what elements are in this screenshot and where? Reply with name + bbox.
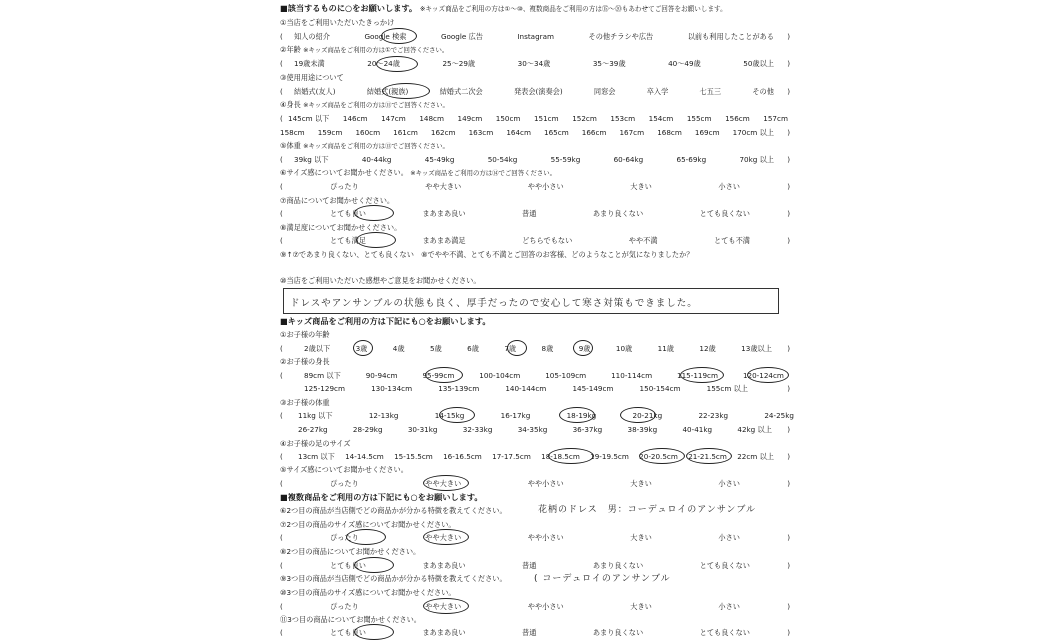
paren-open: ( [534, 574, 539, 584]
section-header-multiple: ■複数商品をご利用の方は下記にも○をお願いします。 [280, 492, 483, 502]
question-age [280, 45, 448, 55]
option-item[interactable]: 2歳以下 [304, 344, 331, 353]
option-item[interactable]: 12-13kg [368, 411, 399, 420]
option-item[interactable]: 90-94cm [365, 371, 398, 380]
option-item[interactable]: ぴったり [330, 182, 359, 191]
question-child-fit: ⑤サイズ感についてお聞かせください。 [280, 465, 408, 474]
option-item[interactable]: どちらでもない [522, 236, 573, 245]
hand-circle-mark [439, 407, 475, 423]
option-item[interactable]: 普通 [522, 561, 537, 570]
question-label: ④身長 [280, 100, 301, 109]
option-item[interactable]: 65-69kg [676, 155, 707, 164]
hand-circle-mark [381, 28, 417, 44]
paren-open: ( [280, 479, 283, 488]
option-item[interactable]: 38-39kg [627, 425, 658, 434]
option-item[interactable]: 164cm [506, 128, 531, 137]
question-concerns: ⑨↑⑦であまり良くない、とても良くない ⑧でやや不満、とても不満とご回答のお客様、どのようなことが気になりましたか？ [280, 250, 694, 259]
option-item[interactable]: 小さい [718, 533, 740, 542]
option-item[interactable]: やや小さい [527, 182, 564, 191]
option-item[interactable]: 167cm [619, 128, 645, 137]
option-item[interactable]: ぴったり [330, 602, 359, 611]
option-list [304, 384, 748, 394]
paren-close: ) [787, 452, 790, 461]
option-list [330, 602, 740, 612]
option-list [330, 479, 740, 489]
paren-close: ) [787, 602, 790, 611]
hand-circle-mark [353, 340, 373, 356]
option-item[interactable]: 以前も利用したことがある [687, 32, 774, 41]
option-item[interactable]: とても良くない [699, 561, 750, 570]
option-list [330, 533, 740, 543]
option-item[interactable]: 145-149cm [572, 384, 614, 393]
option-item[interactable]: 20-20.5cm [639, 452, 678, 461]
option-item[interactable]: とても良い [330, 209, 366, 218]
question-height [280, 100, 449, 110]
option-item[interactable]: 168cm [657, 128, 682, 137]
option-item[interactable]: 卒入学 [646, 87, 669, 96]
paren-open: ( [280, 114, 283, 123]
option-item[interactable]: 42kg 以上 [737, 425, 772, 434]
paren-open: ( [280, 155, 283, 164]
hand-circle-mark [423, 598, 469, 614]
option-item[interactable]: 40～49歳 [668, 59, 701, 68]
option-item[interactable]: とても良くない [699, 209, 750, 218]
hand-circle-mark [686, 448, 732, 464]
question-weight [280, 141, 449, 151]
paren-close: ) [787, 155, 790, 164]
option-item[interactable]: まあまあ満足 [422, 236, 466, 245]
feedback-answer-box[interactable] [283, 288, 779, 314]
option-item[interactable]: Instagram [517, 32, 555, 41]
option-item[interactable]: やや大きい [425, 602, 462, 611]
option-item[interactable]: 16-17kg [500, 411, 531, 420]
hand-circle-mark [354, 624, 394, 640]
feedback-answer-text: ドレスやアンサンブルの状態も良く、厚手だったので安心して寒さ対策もできました。 [290, 298, 698, 309]
option-item[interactable]: 4歳 [392, 344, 405, 353]
paren-close: ) [787, 209, 790, 218]
option-list [294, 59, 774, 69]
question-label: ②年齢 [280, 45, 301, 54]
option-item[interactable]: 151cm [533, 114, 559, 123]
option-item[interactable]: ぴったり [330, 479, 359, 488]
hand-circle-mark [620, 407, 656, 423]
paren-close: ) [787, 628, 790, 637]
option-item[interactable]: その他 [752, 87, 774, 96]
paren-open: ( [280, 452, 283, 461]
option-item[interactable]: 70kg 以上 [739, 155, 774, 164]
option-item[interactable]: 155cm 以上 [706, 384, 748, 393]
paren-close: ) [787, 87, 790, 96]
option-item[interactable]: とても良い [330, 561, 366, 570]
option-item[interactable]: 大きい [630, 533, 652, 542]
option-item[interactable]: 39kg 以下 [294, 155, 329, 164]
option-item[interactable]: やや大きい [425, 182, 462, 191]
option-item[interactable]: 22-23kg [698, 411, 729, 420]
section-note: ※キッズ商品をご利用の方は①～⑩、複数商品をご利用の方は⑮～⑳もあわせてご回答をお願いします。 [419, 5, 727, 13]
option-item[interactable]: 小さい [718, 182, 740, 191]
option-item[interactable]: 35～39歳 [592, 59, 626, 68]
hand-circle-mark [680, 367, 724, 383]
option-item[interactable]: やや大きい [425, 533, 462, 542]
option-item[interactable]: その他チラシや広告 [588, 32, 654, 41]
paren-close: ) [787, 533, 790, 542]
option-item[interactable]: 150cm [495, 114, 521, 123]
option-item[interactable]: 161cm [393, 128, 418, 137]
question-note: ※キッズ商品をご利用の方は⑬でご回答ください。 [303, 142, 449, 150]
option-item[interactable]: 17-17.5cm [492, 452, 531, 461]
question-label: ⑤体重 [280, 141, 301, 150]
option-item[interactable]: 14-15kg [434, 411, 465, 420]
option-item[interactable]: やや小さい [527, 602, 564, 611]
paren-open: ( [280, 236, 283, 245]
option-item[interactable]: 45-49kg [424, 155, 455, 164]
option-item[interactable]: 3歳 [355, 344, 368, 353]
option-item[interactable]: 154cm [648, 114, 674, 123]
paren-close: ) [787, 32, 790, 41]
option-item[interactable]: 16-16.5cm [443, 452, 482, 461]
option-item[interactable]: とても良くない [699, 628, 750, 637]
option-item[interactable]: 25～29歳 [442, 59, 476, 68]
question-purpose: ③使用用途について [280, 73, 344, 82]
option-item[interactable]: Google 検索 [364, 32, 407, 41]
option-item[interactable]: やや小さい [527, 479, 564, 488]
option-list [330, 182, 740, 192]
option-item[interactable]: 12歳 [699, 344, 716, 353]
hand-circle-mark [356, 232, 396, 248]
option-item[interactable]: あまり良くない [592, 628, 644, 637]
option-item[interactable]: 165cm [544, 128, 569, 137]
option-item[interactable]: 95-99cm [422, 371, 455, 380]
option-item[interactable]: 20～24歳 [367, 59, 400, 68]
option-item[interactable]: とても満足 [330, 236, 366, 245]
option-item[interactable]: 結婚式(親族) [366, 87, 409, 96]
question-note: ※キッズ商品をご利用の方は⑪でご回答ください。 [303, 101, 449, 109]
question-child-foot: ④お子様の足のサイズ [280, 439, 351, 448]
option-item[interactable]: 105-109cm [545, 371, 587, 380]
option-item[interactable]: 19-19.5cm [590, 452, 629, 461]
option-item[interactable]: 152cm [572, 114, 597, 123]
option-item[interactable]: 10歳 [615, 344, 633, 353]
paren-close: ) [787, 182, 790, 191]
option-item[interactable]: 9歳 [578, 344, 591, 353]
option-item[interactable]: 155cm [686, 114, 712, 123]
option-list [294, 87, 774, 97]
second-item-feature-answer: 花柄のドレス 男：コーデュロイのアンサンブル [538, 505, 757, 515]
hand-circle-mark [423, 475, 469, 491]
option-item[interactable]: やや小さい [527, 533, 564, 542]
question-third-item-product: ⑪3つ目の商品についてお聞かせください。 [280, 615, 421, 624]
option-item[interactable]: Google 広告 [440, 32, 483, 41]
question-second-item-feature: ⑥2つ目の商品が当店側でどの商品かが分かる特徴を教えてください。 [280, 506, 507, 515]
option-list [294, 155, 774, 165]
option-item[interactable]: 6歳 [467, 344, 479, 353]
option-list [288, 114, 788, 124]
paren-open: ( [280, 87, 283, 96]
question-label: ⑥サイズ感についてお聞かせください。 [280, 168, 408, 177]
option-item[interactable]: 30-31kg [407, 425, 438, 434]
paren-open: ( [280, 561, 283, 570]
hand-circle-mark [573, 340, 593, 356]
paren-open: ( [280, 32, 283, 41]
option-item[interactable]: 15-15.5cm [394, 452, 433, 461]
option-item[interactable]: 40-44kg [361, 155, 392, 164]
option-item[interactable]: 28-29kg [352, 425, 383, 434]
option-item[interactable]: まあまあ良い [422, 209, 466, 218]
third-item-feature-answer [534, 571, 671, 584]
option-item[interactable]: 34-35kg [517, 425, 548, 434]
option-item[interactable]: 157cm [763, 114, 788, 123]
section-title: ■該当するものに○をお願いします。 [280, 3, 418, 13]
option-item[interactable]: 166cm [581, 128, 607, 137]
option-item[interactable]: 19歳未満 [294, 59, 325, 68]
option-item[interactable]: 発表会(演奏会) [513, 87, 563, 96]
option-item[interactable]: 170cm 以上 [732, 128, 774, 137]
question-third-item-fit: ⑩3つ目の商品のサイズ感についてお聞かせください。 [280, 588, 456, 597]
option-item[interactable]: 大きい [630, 602, 652, 611]
option-item[interactable]: 135-139cm [438, 384, 480, 393]
option-item[interactable]: まあまあ良い [422, 628, 466, 637]
option-item[interactable]: 163cm [468, 128, 494, 137]
hand-circle-mark [346, 529, 386, 545]
option-item[interactable]: 160cm [355, 128, 381, 137]
option-item[interactable]: 159cm [317, 128, 343, 137]
question-child-age: ①お子様の年齢 [280, 330, 330, 339]
option-item[interactable]: 知人の紹介 [294, 32, 330, 41]
question-note: ※キッズ商品をご利用の方は⑭でご回答ください。 [410, 169, 557, 177]
question-child-height: ②お子様の身長 [280, 357, 330, 366]
option-item[interactable]: 同窓会 [593, 87, 616, 96]
option-item[interactable]: まあまあ良い [422, 561, 466, 570]
option-item[interactable]: やや大きい [425, 479, 462, 488]
option-item[interactable]: やや不満 [628, 236, 658, 245]
option-item[interactable]: 40-41kg [682, 425, 713, 434]
option-list [304, 344, 772, 354]
option-item[interactable]: 11kg 以下 [298, 411, 333, 420]
option-item[interactable]: 169cm [694, 128, 720, 137]
paren-open: ( [280, 371, 283, 380]
option-item[interactable]: 140-144cm [505, 384, 547, 393]
option-item[interactable]: とても不満 [714, 236, 750, 245]
option-item[interactable]: 60-64kg [613, 155, 644, 164]
option-item[interactable]: 130-134cm [371, 384, 413, 393]
option-item[interactable]: 大きい [630, 479, 652, 488]
option-item[interactable]: 8歳 [541, 344, 554, 353]
hand-circle-mark [354, 205, 394, 221]
option-list [294, 32, 774, 42]
option-item[interactable]: 13cm 以下 [298, 452, 335, 461]
option-item[interactable]: 145cm 以下 [288, 114, 330, 123]
hand-circle-mark [354, 557, 394, 573]
question-feedback: ⑩当店をご利用いただいた感想やご意見をお聞かせください。 [280, 276, 481, 285]
section-header-kids: ■キッズ商品をご利用の方は下記にも○をお願いします。 [280, 316, 491, 326]
option-item[interactable]: 148cm [419, 114, 444, 123]
paren-close: ) [787, 236, 790, 245]
option-item[interactable]: 18-18.5cm [541, 452, 580, 461]
question-third-item-feature: ⑨3つ目の商品が当店側でどの商品かが分かる特徴を教えてください。 [280, 574, 507, 583]
paren-open: ( [280, 344, 283, 353]
option-item[interactable]: 普通 [522, 209, 537, 218]
question-note: ※キッズ商品をご利用の方は①でご回答ください。 [303, 46, 449, 54]
hand-circle-mark [559, 407, 595, 423]
option-item[interactable]: 30～34歳 [517, 59, 551, 68]
option-item[interactable]: 普通 [522, 628, 537, 637]
option-item[interactable]: 小さい [718, 602, 740, 611]
option-item[interactable]: 5歳 [429, 344, 442, 353]
option-item[interactable]: とても良い [330, 628, 366, 637]
question-referral: ①当店をご利用いただいたきっかけ [280, 18, 395, 27]
paren-close: ) [787, 425, 790, 434]
question-child-weight: ③お子様の体重 [280, 398, 330, 407]
question-satisfaction: ⑧満足度についてお聞かせください。 [280, 223, 402, 232]
hand-circle-mark [507, 340, 527, 356]
paren-open: ( [280, 59, 283, 68]
option-item[interactable]: 110-114cm [611, 371, 653, 380]
option-item[interactable]: あまり良くない [592, 209, 644, 218]
paren-open: ( [280, 209, 283, 218]
option-item[interactable]: あまり良くない [592, 561, 644, 570]
option-item[interactable]: 7歳 [504, 344, 517, 353]
option-item[interactable]: 156cm [725, 114, 750, 123]
paren-close: ) [787, 128, 790, 137]
hand-circle-mark [423, 529, 469, 545]
option-item[interactable]: 89cm 以下 [304, 371, 341, 380]
option-item[interactable]: 153cm [610, 114, 636, 123]
paren-open: ( [280, 628, 283, 637]
option-item[interactable]: 158cm [280, 128, 305, 137]
question-product: ⑦商品についてお聞かせください。 [280, 196, 395, 205]
option-item[interactable]: 21-21.5cm [688, 452, 727, 461]
paren-close: ) [787, 59, 790, 68]
paren-close: ) [787, 384, 790, 393]
paren-open: ( [280, 602, 283, 611]
option-item[interactable]: 結婚式二次会 [439, 87, 483, 96]
option-item[interactable]: 146cm [342, 114, 368, 123]
option-item[interactable]: 大きい [630, 182, 652, 191]
option-item[interactable]: 147cm [381, 114, 406, 123]
option-item[interactable]: 50歳以上 [743, 59, 774, 68]
option-item[interactable]: 13歳以上 [741, 344, 772, 353]
option-list [280, 128, 774, 138]
hand-circle-mark [639, 448, 685, 464]
question-fit [280, 168, 556, 178]
paren-close: ) [787, 344, 790, 353]
option-item[interactable]: 14-14.5cm [345, 452, 384, 461]
section-header-general [280, 3, 727, 14]
option-item[interactable]: 150-154cm [639, 384, 681, 393]
hand-circle-mark [548, 448, 594, 464]
option-item[interactable]: 小さい [718, 479, 740, 488]
option-item[interactable]: 55-59kg [550, 155, 581, 164]
paren-open: ( [280, 182, 283, 191]
option-item[interactable]: 162cm [430, 128, 456, 137]
question-second-item-product: ⑧2つ目の商品についてお聞かせください。 [280, 547, 421, 556]
third-item-feature-text: コーデュロイのアンサンブル [542, 574, 671, 584]
paren-open: ( [280, 411, 283, 420]
option-item[interactable]: 18-19kg [566, 411, 597, 420]
option-item[interactable]: 149cm [457, 114, 483, 123]
hand-circle-mark [425, 367, 463, 383]
paren-close: ) [787, 479, 790, 488]
option-item[interactable]: 32-33kg [462, 425, 493, 434]
survey-form [272, 0, 792, 640]
option-item[interactable]: 36-37kg [572, 425, 603, 434]
option-item[interactable]: 125-129cm [304, 384, 345, 393]
option-item[interactable]: ぴったり [330, 533, 359, 542]
option-item[interactable]: 24-25kg [764, 411, 794, 420]
paren-close: ) [787, 561, 790, 570]
option-item[interactable]: 22cm 以上 [737, 452, 774, 461]
paren-open: ( [280, 533, 283, 542]
option-item[interactable]: 結婚式(友人) [294, 87, 336, 96]
option-item[interactable]: 20-21kg [632, 411, 663, 420]
option-item[interactable]: 115-119cm [677, 371, 719, 380]
hand-circle-mark [747, 367, 789, 383]
option-item[interactable]: 11歳 [657, 344, 674, 353]
option-item[interactable]: 100-104cm [479, 371, 521, 380]
option-item[interactable]: 120-124cm [742, 371, 784, 380]
option-item[interactable]: 七五三 [699, 87, 722, 96]
option-list [298, 411, 794, 421]
option-item[interactable]: 26-27kg [298, 425, 328, 434]
question-second-item-fit: ⑦2つ目の商品のサイズ感についてお聞かせください。 [280, 520, 456, 529]
option-item[interactable]: 50-54kg [487, 155, 518, 164]
hand-circle-mark [376, 56, 418, 72]
hand-circle-mark [382, 83, 430, 99]
option-list [298, 425, 772, 435]
